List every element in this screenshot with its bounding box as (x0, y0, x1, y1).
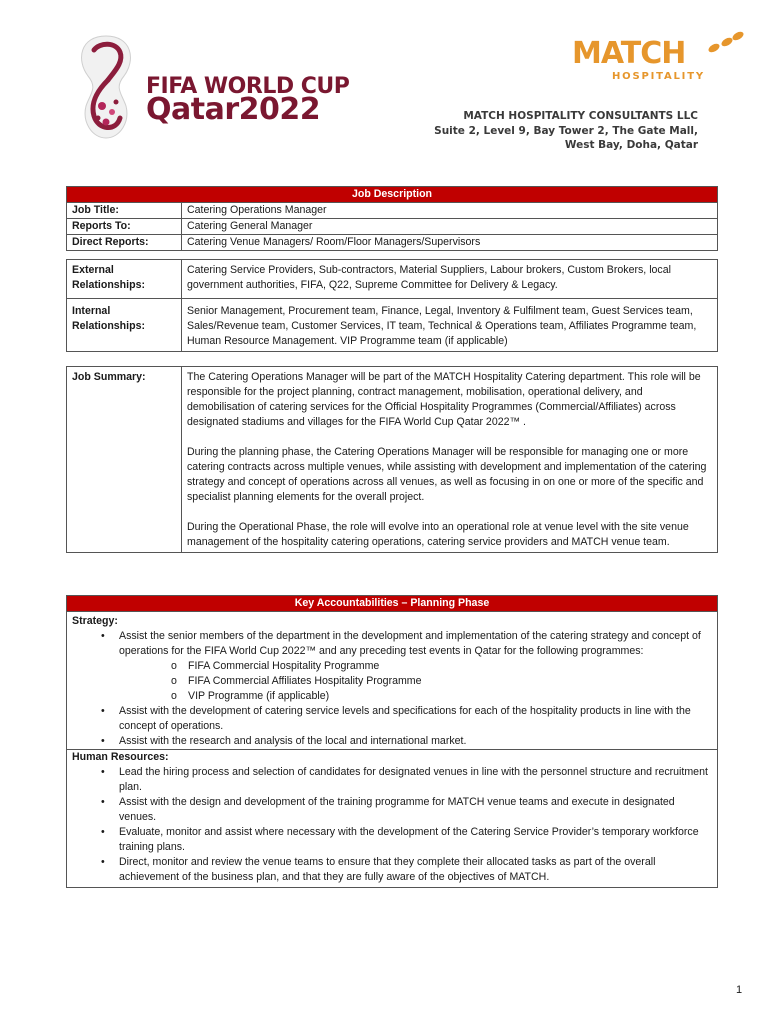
table-row (67, 219, 718, 235)
external-relationships-value: Catering Service Providers, Sub-contractors, Material Suppliers, Labour brokers, Custom Brokers, local government authorities, FIFA, Q22, Supreme Committee for Delivery & Legacy. (182, 260, 718, 299)
qatar-2022-wordmark: Qatar2022 (146, 92, 321, 127)
company-address-block (398, 109, 698, 153)
human-resources-list (72, 765, 712, 885)
table-row (67, 750, 718, 888)
key-accountabilities-table (66, 595, 718, 888)
table-row (67, 203, 718, 219)
match-logo: MATCH (572, 36, 686, 71)
table-row (67, 235, 718, 251)
list-item: o VIP Programme (if applicable) (72, 689, 712, 704)
reports-to-label: Reports To: (67, 219, 182, 235)
summary-paragraph-3: During the Operational Phase, the role will evolve into an operational role at venue level with the site venue management of the hospitality catering operations, catering service providers and MATCH venue team. (187, 521, 689, 548)
list-item: • Assist with the design and development of the training programme for MATCH venue teams and execute in designated venues. (72, 795, 712, 825)
page-number: 1 (736, 984, 743, 996)
strategy-list (72, 629, 712, 749)
leaf-icon (700, 30, 748, 60)
external-relationships-label: External Relationships: (67, 260, 182, 299)
address-line-2: West Bay, Doha, Qatar (564, 139, 698, 151)
job-title-value: Catering Operations Manager (182, 203, 718, 219)
direct-reports-value: Catering Venue Managers/ Room/Floor Managers/Supervisors (182, 235, 718, 251)
reports-to-value: Catering General Manager (182, 219, 718, 235)
list-item: o FIFA Commercial Affiliates Hospitality Programme (72, 674, 712, 689)
company-name: MATCH HOSPITALITY CONSULTANTS LLC (463, 110, 698, 122)
list-item: • Assist the senior members of the department in the development and implementation of the catering strategy and concept of operations for the FIFA World Cup 2022™ and any preceding test events in Qatar for the following programmes: (72, 629, 712, 659)
key-accountabilities-heading: Key Accountabilities – Planning Phase (67, 596, 718, 612)
list-item: • Direct, monitor and review the venue teams to ensure that they complete their allocated tasks as part of the overall achievement of the business plan, and that they are fully aware of the objectives of MATCH. (72, 855, 712, 885)
job-summary-label: Job Summary: (67, 367, 182, 553)
job-description-heading: Job Description (67, 187, 718, 203)
list-item: o FIFA Commercial Hospitality Programme (72, 659, 712, 674)
strategy-heading: Strategy: (72, 615, 118, 627)
hospitality-logo-text: HOSPITALITY (612, 71, 705, 82)
internal-relationships-label: Internal Relationships: (67, 299, 182, 352)
job-description-table (66, 186, 718, 251)
address-line-1: Suite 2, Level 9, Bay Tower 2, The Gate Mall, (434, 124, 698, 137)
table-row (67, 612, 718, 750)
fifa-world-cup-wordmark: FIFA WORLD CUP (146, 74, 350, 99)
internal-relationships-value: Senior Management, Procurement team, Finance, Legal, Inventory & Fulfilment team, Guest Services team, Sales/Revenue team, Customer Services, IT team, Technical & Operations team, Affiliates Programme team, Human Resource Management. VIP Programme team (if applicable) (182, 299, 718, 352)
table-row (67, 260, 718, 299)
job-summary-table (66, 366, 718, 553)
table-row (67, 367, 718, 553)
table-row (67, 299, 718, 352)
fifa-world-cup-emblem (72, 32, 140, 142)
job-title-label: Job Title: (67, 203, 182, 219)
relationships-table (66, 259, 718, 352)
list-item: • Assist with the research and analysis of the local and international market. (72, 734, 712, 749)
summary-paragraph-2: During the planning phase, the Catering Operations Manager will be responsible for managing one or more catering contracts across multiple venues, while assisting with development and implementation of the catering strategy and concept of operations across all venues, as well as focusing in on one or more of the specific and specialist planning elements for the overall project. (187, 446, 707, 503)
human-resources-heading: Human Resources: (72, 751, 169, 763)
list-item: • Lead the hiring process and selection of candidates for designated venues in line with the personnel structure and recruitment plan. (72, 765, 712, 795)
list-item: • Assist with the development of catering service levels and specifications for each of the hospitality products in line with the concept of operations. (72, 704, 712, 734)
list-item: • Evaluate, monitor and assist where necessary with the development of the Catering Service Provider’s temporary workforce training plans. (72, 825, 712, 855)
summary-paragraph-1: The Catering Operations Manager will be part of the MATCH Hospitality Catering department. This role will be responsible for the project planning, contract management, mobilisation, operational delivery, and demobilisation of catering services for the Official Hospitality Programmes (Commercial/Affiliates) across designated stadiums and villages for the FIFA World Cup Qatar 2022™ . (187, 371, 701, 428)
direct-reports-label: Direct Reports: (67, 235, 182, 251)
